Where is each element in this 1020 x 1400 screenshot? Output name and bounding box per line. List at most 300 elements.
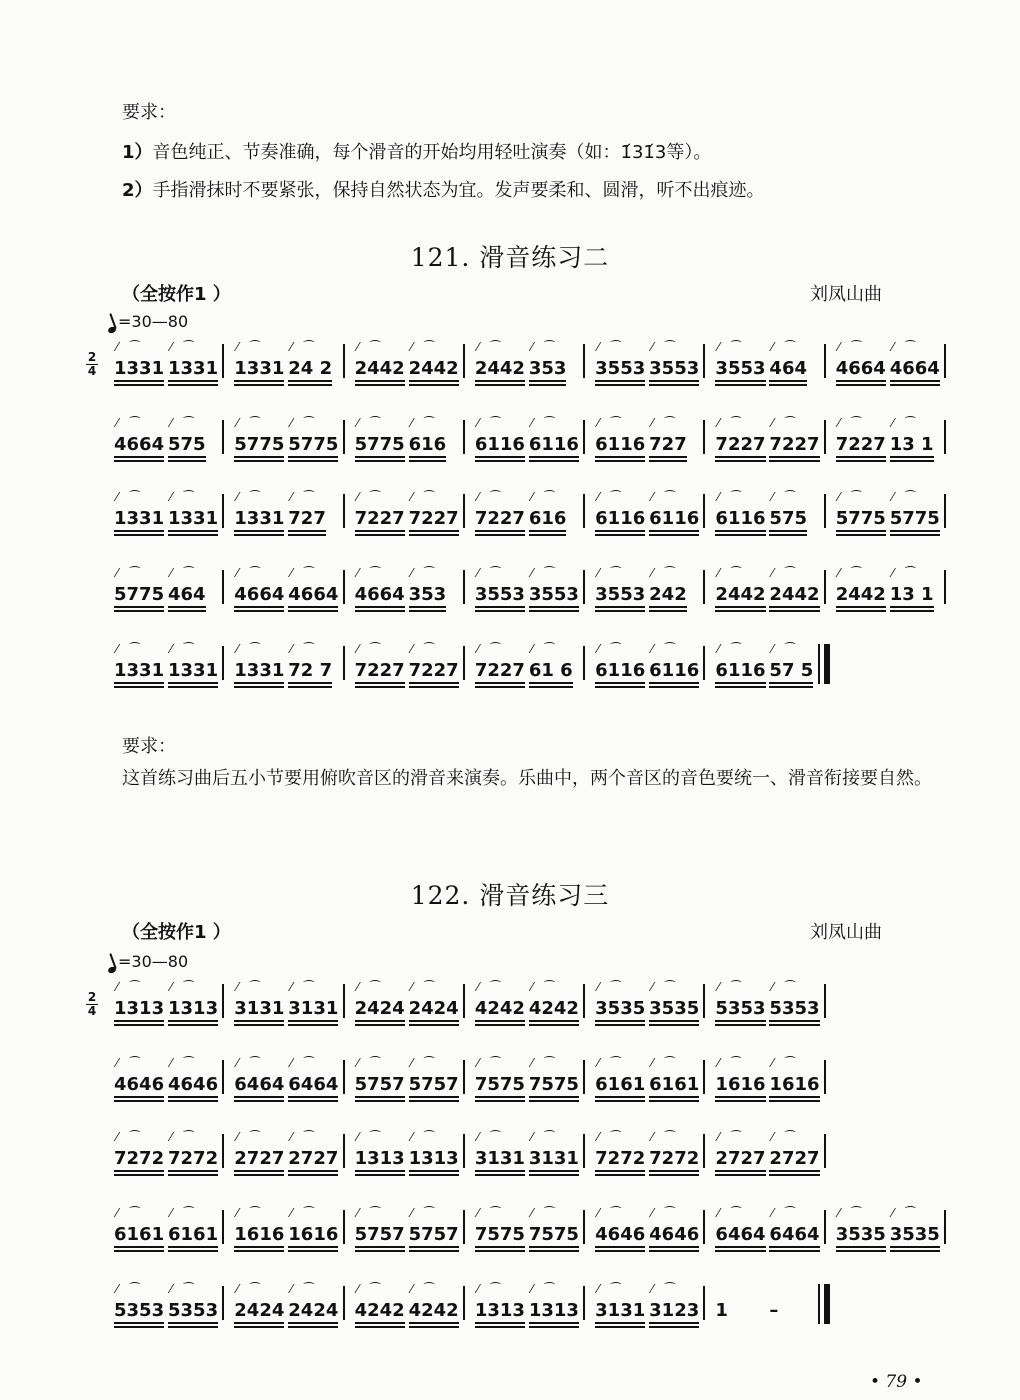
measure [108, 1130, 228, 1180]
measure [830, 340, 950, 390]
measure [469, 1282, 589, 1332]
note-group: 7575 [529, 1074, 579, 1098]
slide-marks: ⁄ ⁀ [290, 566, 318, 580]
measure [349, 1056, 469, 1106]
note-group: 1313 [168, 998, 218, 1022]
slide-marks: ⁄ ⁀ [597, 1130, 625, 1144]
measure [228, 1130, 348, 1180]
note-group: 2727 [769, 1148, 819, 1172]
slide-marks: ⁄ ⁀ [771, 1206, 799, 1220]
measure [108, 980, 228, 1030]
note-group: 4646 [595, 1224, 645, 1248]
top-requirement-1 [122, 138, 711, 164]
note-group: 2442 [409, 358, 459, 382]
slide-marks: ⁄ ⁀ [170, 1282, 198, 1296]
note-group: 72 7 [288, 660, 332, 684]
note-group: 4242 [475, 998, 525, 1022]
barline [944, 570, 946, 604]
note-group: 3553 [475, 584, 525, 608]
barline [343, 344, 345, 378]
note-group: 1331 [114, 508, 164, 532]
note-group: 5353 [769, 998, 819, 1022]
note-group: 7227 [409, 508, 459, 532]
barline [222, 646, 224, 680]
note-group: 4664 [355, 584, 405, 608]
measure [709, 642, 829, 692]
note-group: 6116 [715, 660, 765, 684]
measure [709, 566, 829, 616]
top-requirement-1-text: 音色纯正、节奏准确，每个滑音的开始均用轻吐演奏（如：1́31́3等）。 [152, 142, 712, 163]
piece-121-row-4 [108, 566, 950, 616]
measure [589, 566, 709, 616]
note-group: 7227 [769, 434, 819, 458]
slide-marks: ⁄ ⁀ [837, 566, 866, 580]
note-group: 242 [649, 584, 687, 608]
barline [583, 344, 585, 378]
piece-122-title: 122. 滑音练习三 [410, 881, 610, 910]
barline [824, 1210, 826, 1244]
note-group: 5775 [836, 508, 886, 532]
barline [463, 570, 465, 604]
slide-marks: ⁄ ⁀ [476, 416, 505, 430]
piece-122-setting: （全按作1 ） [122, 922, 231, 943]
note-group: 3553 [595, 358, 645, 382]
note-group: 4664 [836, 358, 886, 382]
slide-marks: ⁄ ⁀ [530, 1130, 559, 1144]
measure [228, 1282, 348, 1332]
measure [589, 490, 709, 540]
measure [108, 1056, 228, 1106]
top-requirement-2 [122, 176, 765, 202]
time-sig-bottom: 4 [87, 364, 97, 378]
slide-marks: ⁄ ⁀ [476, 1206, 505, 1220]
piece-122-row-5 [108, 1282, 950, 1332]
measure [469, 1130, 589, 1180]
measure [589, 1282, 709, 1332]
note-group: 1331 [114, 358, 164, 382]
measure [709, 1282, 829, 1332]
piece-121-composer: 刘凤山曲 [810, 284, 882, 305]
note-group: 575 [168, 434, 206, 458]
slide-marks: ⁄ ⁀ [651, 566, 679, 580]
measure [589, 416, 709, 466]
measure [469, 1206, 589, 1256]
slide-marks: ⁄ ⁀ [236, 416, 264, 430]
measure [469, 642, 589, 692]
barline [222, 420, 224, 454]
barline [343, 570, 345, 604]
barline [824, 1134, 826, 1168]
slide-marks: ⁄ ⁀ [476, 566, 505, 580]
top-requirement-2-text: 手指滑抹时不要紧张，保持自然状态为宜。发声要柔和、圆滑，听不出痕迹。 [152, 180, 765, 201]
piece-121-tempo [108, 312, 188, 331]
note-group: 2727 [234, 1148, 284, 1172]
barline [824, 1060, 826, 1094]
note-group: 7227 [355, 508, 405, 532]
barline [944, 420, 946, 454]
note-group: 353 [409, 584, 447, 608]
slide-marks: ⁄ ⁀ [476, 340, 505, 354]
note-group: 3535 [649, 998, 699, 1022]
barline [343, 494, 345, 528]
barline [463, 420, 465, 454]
slide-marks: ⁄ ⁀ [236, 1282, 264, 1296]
barline [583, 420, 585, 454]
slide-marks: ⁄ ⁀ [530, 980, 559, 994]
slide-marks: ⁄ ⁀ [170, 1206, 198, 1220]
measure [228, 980, 348, 1030]
barline [222, 1060, 224, 1094]
note-group: 3535 [836, 1224, 886, 1248]
barline [222, 1210, 224, 1244]
barline [343, 1134, 345, 1168]
note-group: 6116 [649, 660, 699, 684]
barline [222, 1286, 224, 1320]
note-group: 3535 [595, 998, 645, 1022]
slide-marks: ⁄ ⁀ [597, 416, 625, 430]
slide-marks: ⁄ ⁀ [597, 490, 625, 504]
note-group: 6161 [114, 1224, 164, 1248]
slide-marks: ⁄ ⁀ [837, 490, 866, 504]
slide-marks: ⁄ ⁀ [356, 1206, 385, 1220]
barline [824, 420, 826, 454]
barline [463, 646, 465, 680]
note-group: 4242 [355, 1300, 405, 1324]
slide-marks: ⁄ ⁀ [410, 566, 439, 580]
note-group: 6161 [595, 1074, 645, 1098]
measure [469, 566, 589, 616]
note-group: 1313 [114, 998, 164, 1022]
note-group: 2442 [355, 358, 405, 382]
note-group: 1313 [355, 1148, 405, 1172]
measure [469, 340, 589, 390]
note-group: 3553 [529, 584, 579, 608]
slide-marks: ⁄ ⁀ [651, 1206, 679, 1220]
note-group: 2424 [288, 1300, 338, 1324]
barline [463, 1210, 465, 1244]
slide-marks: ⁄ ⁀ [236, 1130, 264, 1144]
piece-121-row-1 [108, 340, 950, 390]
slide-marks: ⁄ ⁀ [290, 490, 318, 504]
slide-marks: ⁄ ⁀ [410, 490, 439, 504]
note-group: 7227 [355, 660, 405, 684]
slide-marks: ⁄ ⁀ [410, 980, 439, 994]
slide-marks: ⁄ ⁀ [651, 1130, 679, 1144]
slide-marks: ⁄ ⁀ [290, 1130, 318, 1144]
note-group: 5353 [168, 1300, 218, 1324]
note-group: 4664 [234, 584, 284, 608]
note-group: 6464 [715, 1224, 765, 1248]
slide-marks: ⁄ ⁀ [476, 642, 505, 656]
slide-marks: ⁄ ⁀ [771, 980, 799, 994]
barline [583, 1134, 585, 1168]
note-group: 5775 [288, 434, 338, 458]
note-group: 4646 [168, 1074, 218, 1098]
measure [709, 1206, 829, 1256]
note-group: 5353 [114, 1300, 164, 1324]
note-group: 7227 [409, 660, 459, 684]
note-group: 24 2 [288, 358, 332, 382]
note-group: 4664 [114, 434, 164, 458]
slide-marks: ⁄ ⁀ [717, 416, 745, 430]
note-group: 1331 [168, 508, 218, 532]
note-group: 6161 [168, 1224, 218, 1248]
barline [944, 344, 946, 378]
barline [463, 1134, 465, 1168]
slide-marks: ⁄ ⁀ [236, 566, 264, 580]
note-group: 2424 [234, 1300, 284, 1324]
note-group: 3553 [595, 584, 645, 608]
measure [349, 490, 469, 540]
slide-marks: ⁄ ⁀ [116, 566, 144, 580]
barline [463, 344, 465, 378]
measure [108, 1282, 228, 1332]
piece-122-composer: 刘凤山曲 [810, 922, 882, 943]
measure [349, 1130, 469, 1180]
note-group: 616 [409, 434, 447, 458]
slide-marks: ⁄ ⁀ [116, 642, 144, 656]
note-group: 1313 [475, 1300, 525, 1324]
note-group: 2727 [715, 1148, 765, 1172]
note-group: 727 [288, 508, 326, 532]
slide-marks: ⁄ ⁀ [356, 1130, 385, 1144]
barline [703, 984, 705, 1018]
slide-marks: ⁄ ⁀ [170, 642, 198, 656]
slide-marks: ⁄ ⁀ [771, 490, 799, 504]
barline [463, 984, 465, 1018]
piece-122-time-signature [86, 992, 98, 1017]
slide-marks: ⁄ ⁀ [717, 566, 745, 580]
barline [463, 1286, 465, 1320]
quarter-note-icon [107, 966, 117, 974]
measure [830, 1206, 950, 1256]
note-group: 464 [769, 358, 807, 382]
slide-marks: ⁄ ⁀ [530, 566, 559, 580]
measure [108, 416, 228, 466]
slide-marks: ⁄ ⁀ [771, 1056, 799, 1070]
slide-marks: ⁄ ⁀ [116, 1130, 144, 1144]
slide-marks: ⁄ ⁀ [476, 1056, 505, 1070]
slide-marks: ⁄ ⁀ [170, 566, 198, 580]
note-group: 57 5 [769, 660, 813, 684]
barline [343, 1210, 345, 1244]
piece-121-title: 121. 滑音练习二 [410, 243, 610, 272]
slide-marks: ⁄ ⁀ [530, 340, 559, 354]
time-sig-top: 2 [87, 350, 97, 364]
slide-marks: ⁄ ⁀ [891, 566, 920, 580]
piece-122-tempo-text: =30—80 [118, 952, 189, 971]
note-group: 7272 [114, 1148, 164, 1172]
note-group: 6116 [595, 434, 645, 458]
note-group: 6161 [649, 1074, 699, 1098]
top-requirement-1-num: 1） [122, 142, 153, 163]
top-requirement-2-num: 2） [122, 180, 153, 201]
note-group: 3131 [529, 1148, 579, 1172]
measure [108, 1206, 228, 1256]
slide-marks: ⁄ ⁀ [170, 416, 198, 430]
note-group: 7227 [715, 434, 765, 458]
barline [824, 984, 826, 1018]
measure [589, 340, 709, 390]
slide-marks: ⁄ ⁀ [236, 1056, 264, 1070]
note-group: 7575 [475, 1074, 525, 1098]
slide-marks: ⁄ ⁀ [597, 642, 625, 656]
slide-marks: ⁄ ⁀ [891, 1206, 920, 1220]
measure [108, 490, 228, 540]
slide-marks: ⁄ ⁀ [236, 490, 264, 504]
slide-marks: ⁄ ⁀ [530, 416, 559, 430]
note-group: 1331 [234, 508, 284, 532]
slide-marks: ⁄ ⁀ [170, 980, 198, 994]
note-group: 3553 [715, 358, 765, 382]
note-group: 6116 [715, 508, 765, 532]
note-group: 2442 [475, 358, 525, 382]
measure [108, 642, 228, 692]
note-group: 3123 [649, 1300, 699, 1324]
slide-marks: ⁄ ⁀ [290, 1206, 318, 1220]
quarter-note-icon [107, 326, 117, 334]
slide-marks: ⁄ ⁀ [290, 340, 318, 354]
piece-121-req-heading: 要求： [122, 736, 176, 757]
note-group: 1 [715, 1300, 728, 1321]
measure [469, 1056, 589, 1106]
note-group: 7575 [529, 1224, 579, 1248]
note-group: 5757 [355, 1224, 405, 1248]
note-group: 616 [529, 508, 567, 532]
note-group: 2424 [355, 998, 405, 1022]
slide-marks: ⁄ ⁀ [116, 490, 144, 504]
note-group: 6116 [475, 434, 525, 458]
piece-122-row-1 [108, 980, 950, 1030]
piece-121-row-3 [108, 490, 950, 540]
note-group: 7272 [595, 1148, 645, 1172]
piece-121-time-signature [86, 352, 98, 377]
note-group: 3131 [475, 1148, 525, 1172]
slide-marks: ⁄ ⁀ [410, 416, 439, 430]
slide-marks: ⁄ ⁀ [236, 340, 264, 354]
measure [349, 642, 469, 692]
barline [222, 494, 224, 528]
slide-marks: ⁄ ⁀ [290, 642, 318, 656]
time-sig-top: 2 [87, 990, 97, 1004]
slide-marks: ⁄ ⁀ [837, 340, 866, 354]
slide-marks: ⁄ ⁀ [410, 1282, 439, 1296]
note-group: 1331 [168, 660, 218, 684]
note-group: 5757 [409, 1224, 459, 1248]
barline [703, 420, 705, 454]
measure [349, 980, 469, 1030]
slide-marks: ⁄ ⁀ [236, 642, 264, 656]
page-number: • 79 • [870, 1372, 923, 1392]
barline [583, 1060, 585, 1094]
measure [228, 1206, 348, 1256]
note-group: 1331 [168, 358, 218, 382]
slide-marks: ⁄ ⁀ [356, 490, 385, 504]
slide-marks: ⁄ ⁀ [891, 490, 920, 504]
barline [703, 1286, 705, 1320]
note-group: 464 [168, 584, 206, 608]
measure [709, 1056, 829, 1106]
slide-marks: ⁄ ⁀ [356, 1056, 385, 1070]
note-group: 6464 [234, 1074, 284, 1098]
barline [222, 570, 224, 604]
barline [703, 646, 705, 680]
barline [463, 1060, 465, 1094]
note-group: 6116 [595, 660, 645, 684]
note-group: 1331 [114, 660, 164, 684]
slide-marks: ⁄ ⁀ [356, 340, 385, 354]
slide-marks: ⁄ ⁀ [170, 340, 198, 354]
slide-marks: ⁄ ⁀ [771, 340, 799, 354]
measure [228, 416, 348, 466]
slide-marks: ⁄ ⁀ [837, 416, 866, 430]
measure [709, 416, 829, 466]
measure [589, 980, 709, 1030]
barline [583, 494, 585, 528]
top-requirements-heading: 要求： [122, 102, 176, 123]
measure [108, 566, 228, 616]
measure [709, 1130, 829, 1180]
slide-marks: ⁄ ⁀ [170, 490, 198, 504]
slide-marks: ⁄ ⁀ [597, 566, 625, 580]
piece-121-row-5 [108, 642, 950, 692]
barline [583, 984, 585, 1018]
note-group: 1616 [715, 1074, 765, 1098]
note-group: 1616 [234, 1224, 284, 1248]
slide-marks: ⁄ ⁀ [236, 1206, 264, 1220]
note-group: 61 6 [529, 660, 573, 684]
slide-marks: ⁄ ⁀ [410, 1130, 439, 1144]
measure [830, 490, 950, 540]
barline [222, 344, 224, 378]
measure [349, 1282, 469, 1332]
slide-marks: ⁄ ⁀ [530, 1056, 559, 1070]
measure [709, 490, 829, 540]
piece-122-row-4 [108, 1206, 950, 1256]
measure [349, 1206, 469, 1256]
note-group: 7272 [168, 1148, 218, 1172]
slide-marks: ⁄ ⁀ [356, 1282, 385, 1296]
measure [469, 980, 589, 1030]
note-group: 1616 [288, 1224, 338, 1248]
note-group: 1313 [529, 1300, 579, 1324]
slide-marks: ⁄ ⁀ [356, 642, 385, 656]
slide-marks: ⁄ ⁀ [290, 416, 318, 430]
barline [222, 1134, 224, 1168]
slide-marks: ⁄ ⁀ [651, 1056, 679, 1070]
note-group: 5775 [890, 508, 940, 532]
note-group: 5775 [114, 584, 164, 608]
slide-marks: ⁄ ⁀ [597, 1282, 625, 1296]
note-group: 6116 [595, 508, 645, 532]
measure [228, 490, 348, 540]
note-group: 7272 [649, 1148, 699, 1172]
measure [108, 340, 228, 390]
barline [824, 494, 826, 528]
measure [349, 566, 469, 616]
note-group: 1331 [234, 660, 284, 684]
note-group: 5757 [355, 1074, 405, 1098]
slide-marks: ⁄ ⁀ [597, 1206, 625, 1220]
slide-marks: ⁄ ⁀ [530, 1206, 559, 1220]
note-group: 727 [649, 434, 687, 458]
slide-marks: ⁄ ⁀ [597, 980, 625, 994]
measure [228, 1056, 348, 1106]
slide-marks: ⁄ ⁀ [651, 416, 679, 430]
barline [583, 1286, 585, 1320]
slide-marks: ⁄ ⁀ [717, 642, 745, 656]
note-group: 1331 [234, 358, 284, 382]
